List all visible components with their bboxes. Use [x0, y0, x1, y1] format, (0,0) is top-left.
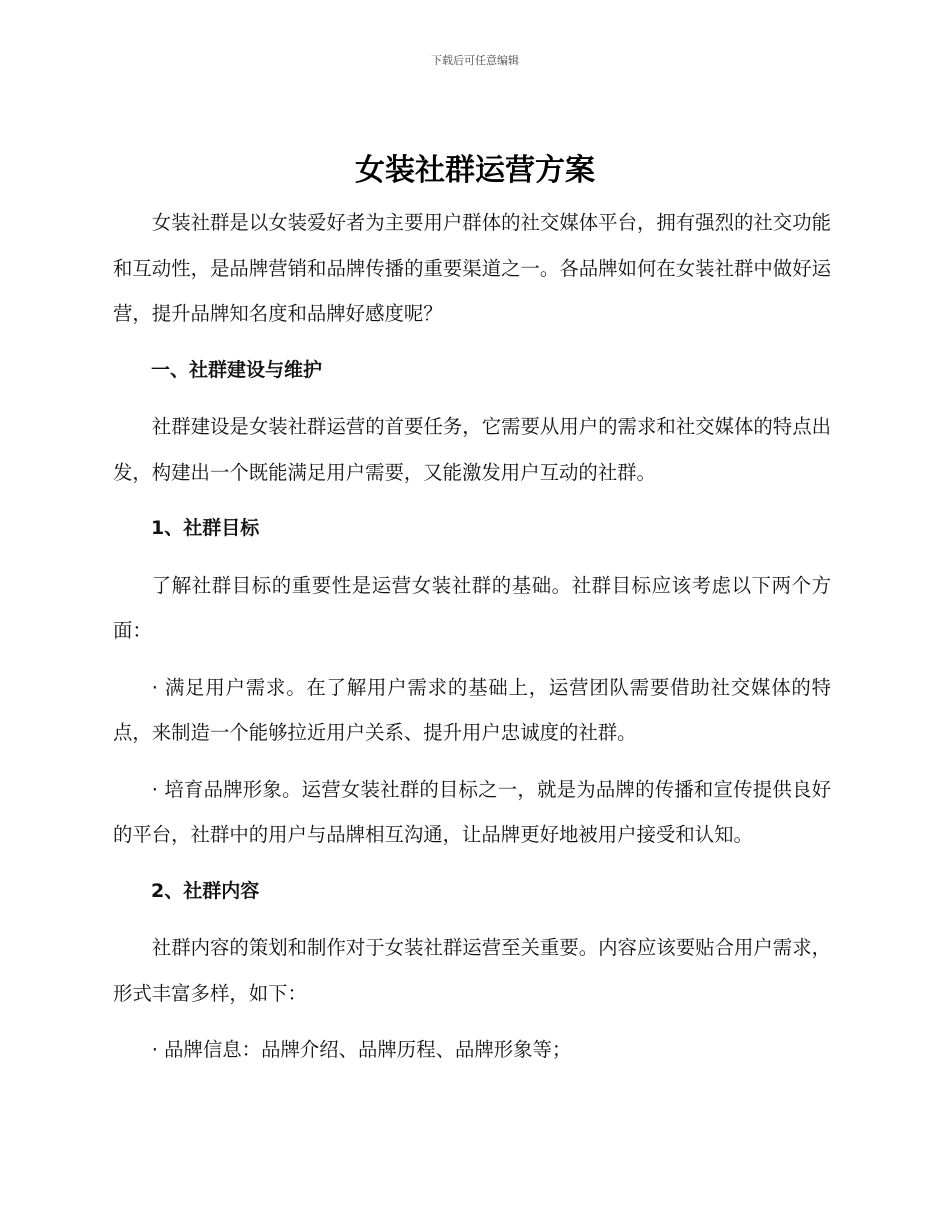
subsection-heading: 1、社群目标: [151, 517, 260, 539]
body-paragraph: 社群建设是女装社群运营的首要任务，它需要从用户的需求和社交媒体的特点出发，构建出一个既能满足用户需要，又能激发用户互动的社群。: [113, 415, 831, 484]
header-note: 下载后可任意编辑: [431, 54, 519, 67]
bullet-paragraph: · 培育品牌形象。运营女装社群的目标之一，就是为品牌的传播和宣传提供良好的平台，社群中的用户与品牌相互沟通，让品牌更好地被用户接受和认知。: [113, 777, 831, 846]
bullet-paragraph: · 品牌信息：品牌介绍、品牌历程、品牌形象等；: [151, 1038, 572, 1061]
section-heading: 一、社群建设与维护: [151, 358, 323, 381]
intro-paragraph: 女装社群是以女装爱好者为主要用户群体的社交媒体平台，拥有强烈的社交功能和互动性，是品牌营销和品牌传播的重要渠道之一。各品牌如何在女装社群中做好运营，提升品牌知名度和品牌好感度呢？: [113, 211, 831, 325]
document-title: 女装社群运营方案: [355, 153, 595, 188]
body-paragraph: 了解社群目标的重要性是运营女装社群的基础。社群目标应该考虑以下两个方面：: [113, 573, 831, 642]
document-body: [113, 200, 831, 1084]
bullet-paragraph: · 满足用户需求。在了解用户需求的基础上，运营团队需要借助社交媒体的特点，来制造一个能够拉近用户关系、提升用户忠诚度的社群。: [113, 675, 831, 744]
subsection-heading: 2、社群内容: [151, 879, 260, 902]
body-paragraph: 社群内容的策划和制作对于女装社群运营至关重要。内容应该要贴合用户需求，形式丰富多样，如下：: [113, 936, 831, 1005]
